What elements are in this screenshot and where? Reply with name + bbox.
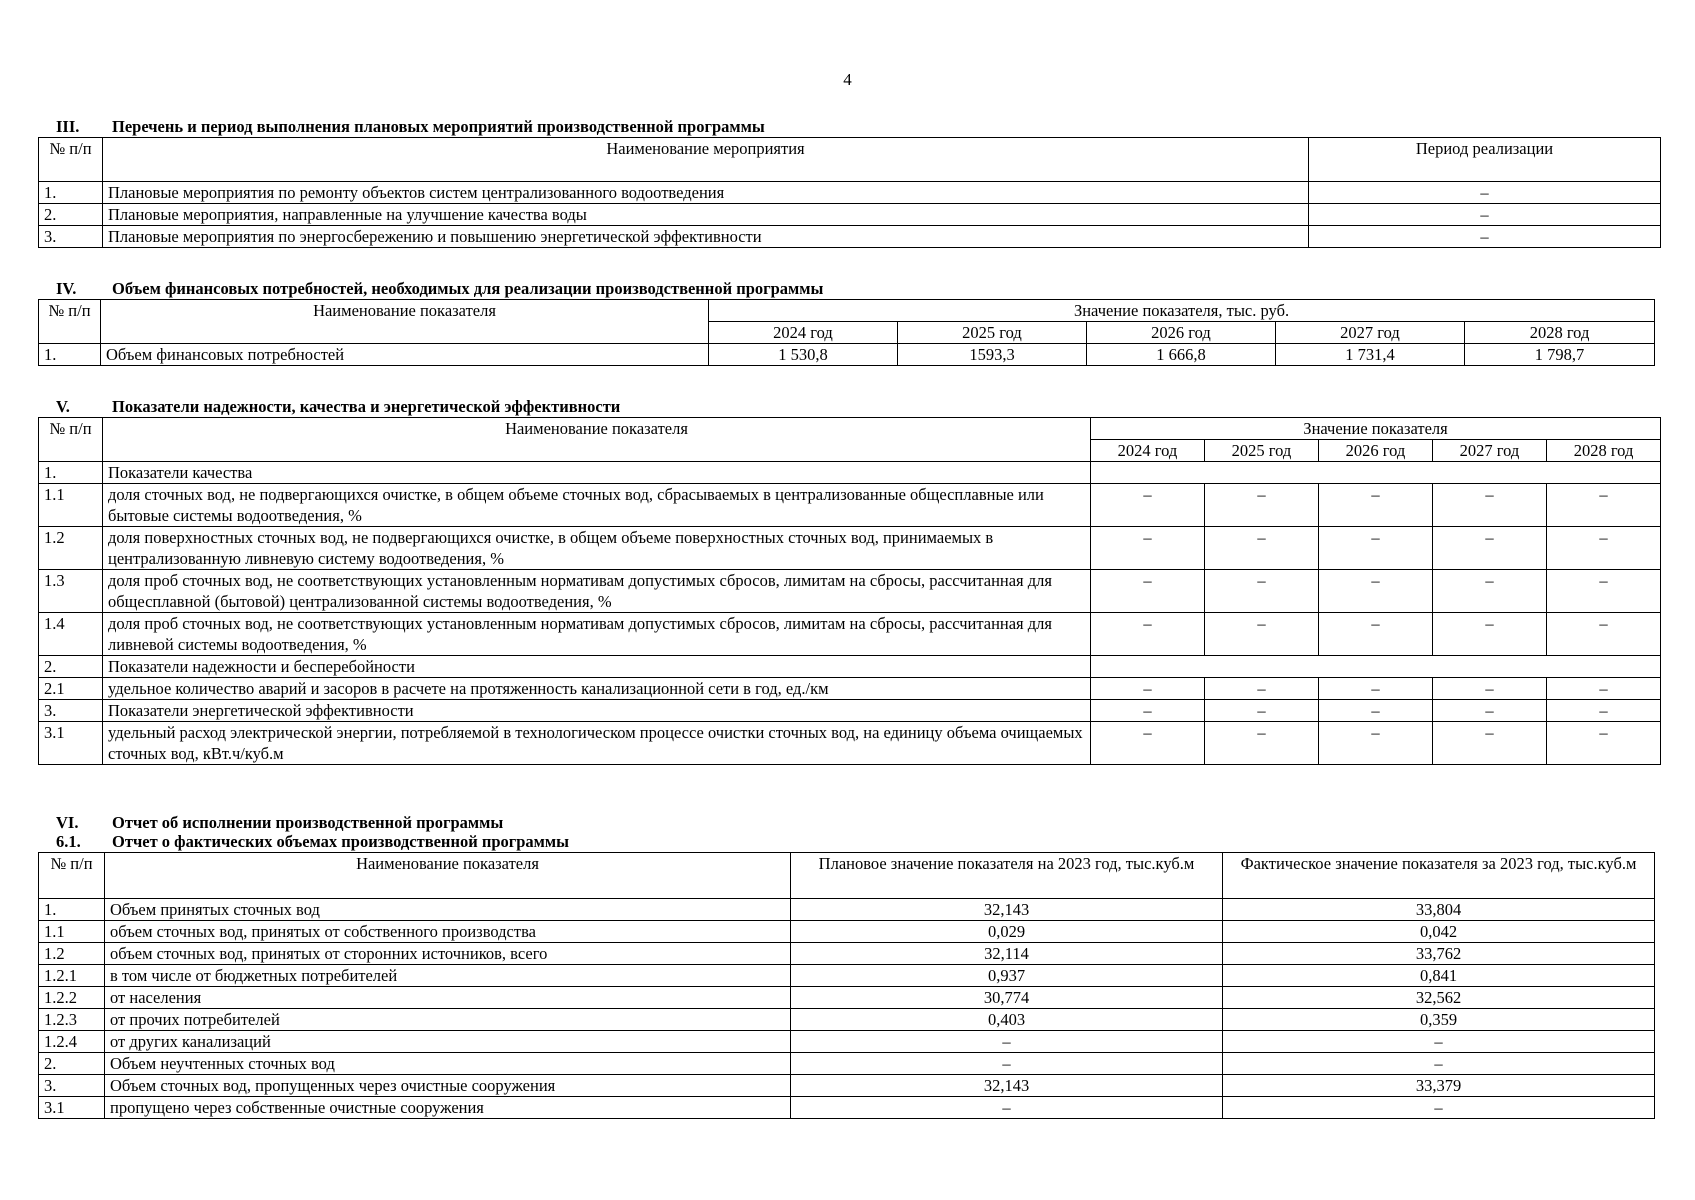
row-value: –	[1547, 527, 1661, 570]
table-row	[39, 613, 1661, 656]
row-number: 1.2.3	[39, 1009, 105, 1031]
row-value: –	[1205, 570, 1319, 613]
row-name: от населения	[105, 987, 791, 1009]
row-plan: –	[791, 1031, 1223, 1053]
table-header-row	[39, 418, 1661, 440]
header-period: Период реализации	[1309, 138, 1661, 182]
row-number: 1.	[39, 462, 103, 484]
plan-measures-table	[38, 137, 1661, 248]
section-3-title-row	[38, 118, 1661, 137]
section-4-number: IV.	[56, 279, 77, 298]
row-value: –	[1091, 570, 1205, 613]
header-name: Наименование показателя	[105, 853, 791, 899]
row-period: –	[1309, 226, 1661, 248]
header-plan: Плановое значение показателя на 2023 год, тыс.куб.м	[791, 853, 1223, 899]
row-value: –	[1205, 722, 1319, 765]
header-year: 2027 год	[1433, 440, 1547, 462]
section-3-title: Перечень и период выполнения плановых мероприятий производственной программы	[112, 117, 765, 136]
row-value: –	[1547, 678, 1661, 700]
header-year: 2024 год	[1091, 440, 1205, 462]
row-fact: –	[1223, 1031, 1655, 1053]
row-name: удельный расход электрической энергии, потребляемой в технологическом процессе очистки сточных вод, на единицу объема очищаемых сточных вод, кВт.ч/куб.м	[103, 722, 1091, 765]
header-year: 2028 год	[1547, 440, 1661, 462]
row-number: 1.	[39, 344, 101, 366]
table-row	[39, 1031, 1655, 1053]
row-value: –	[1205, 700, 1319, 722]
header-year: 2025 год	[1205, 440, 1319, 462]
row-number: 1.3	[39, 570, 103, 613]
table-header-row	[39, 300, 1655, 322]
header-no: № п/п	[39, 300, 101, 344]
section-5	[38, 398, 1661, 765]
header-year: 2026 год	[1319, 440, 1433, 462]
row-name: объем сточных вод, принятых от сторонних источников, всего	[105, 943, 791, 965]
table-row	[39, 527, 1661, 570]
header-year: 2024 год	[709, 322, 898, 344]
row-number: 1.1	[39, 484, 103, 527]
table-row	[39, 899, 1655, 921]
row-name: доля поверхностных сточных вод, не подвергающихся очистке, в общем объеме поверхностных сточных вод, принимаемых в централизованную ливневую систему водоотведения, %	[103, 527, 1091, 570]
header-year: 2025 год	[898, 322, 1087, 344]
section-4-title: Объем финансовых потребностей, необходимых для реализации производственной программы	[112, 279, 824, 298]
row-name: в том числе от бюджетных потребителей	[105, 965, 791, 987]
row-name: Объем финансовых потребностей	[101, 344, 709, 366]
header-no: № п/п	[39, 138, 103, 182]
row-name: Показатели энергетической эффективности	[103, 700, 1091, 722]
row-value: –	[1205, 678, 1319, 700]
row-number: 3.1	[39, 722, 103, 765]
row-value: –	[1091, 722, 1205, 765]
section-5-number: V.	[56, 397, 70, 416]
row-fact: 33,762	[1223, 943, 1655, 965]
table-row	[39, 1053, 1655, 1075]
row-value: 1 731,4	[1276, 344, 1465, 366]
row-number: 1.2.2	[39, 987, 105, 1009]
table-row	[39, 987, 1655, 1009]
row-fact: –	[1223, 1053, 1655, 1075]
row-plan: 32,143	[791, 899, 1223, 921]
row-value: –	[1091, 678, 1205, 700]
row-value: –	[1433, 613, 1547, 656]
table-row	[39, 1075, 1655, 1097]
row-value: –	[1319, 678, 1433, 700]
header-year: 2026 год	[1087, 322, 1276, 344]
row-value: –	[1547, 613, 1661, 656]
row-number: 1.	[39, 182, 103, 204]
section-3	[38, 118, 1661, 248]
row-plan: –	[791, 1097, 1223, 1119]
row-fact: 33,804	[1223, 899, 1655, 921]
row-name: Плановые мероприятия по энергосбережению и повышению энергетической эффективности	[103, 226, 1309, 248]
row-number: 3.	[39, 700, 103, 722]
row-fact: –	[1223, 1097, 1655, 1119]
row-name: доля проб сточных вод, не соответствующих установленным нормативам допустимых сбросов, лимитам на сбросы, рассчитанная для ливневой системы водоотведения, %	[103, 613, 1091, 656]
table-row	[39, 204, 1661, 226]
row-period: –	[1309, 204, 1661, 226]
finance-table	[38, 299, 1655, 366]
row-name: от других канализаций	[105, 1031, 791, 1053]
row-number: 2.	[39, 1053, 105, 1075]
row-plan: –	[791, 1053, 1223, 1075]
header-year: 2028 год	[1465, 322, 1655, 344]
row-number: 1.2.4	[39, 1031, 105, 1053]
row-number: 1.4	[39, 613, 103, 656]
row-value: –	[1433, 527, 1547, 570]
row-value: –	[1433, 570, 1547, 613]
row-plan: 0,029	[791, 921, 1223, 943]
row-value: 1 666,8	[1087, 344, 1276, 366]
row-group-values	[1091, 462, 1661, 484]
row-number: 3.	[39, 1075, 105, 1097]
row-number: 2.1	[39, 678, 103, 700]
header-fact: Фактическое значение показателя за 2023 год, тыс.куб.м	[1223, 853, 1655, 899]
table-header-row	[39, 853, 1655, 899]
section-6-1-title-row	[38, 833, 1655, 852]
section-6-1-number: 6.1.	[56, 832, 81, 851]
row-value: –	[1319, 700, 1433, 722]
header-year: 2027 год	[1276, 322, 1465, 344]
table-row	[39, 921, 1655, 943]
row-value: –	[1547, 484, 1661, 527]
table-row	[39, 344, 1655, 366]
row-name: доля сточных вод, не подвергающихся очистке, в общем объеме сточных вод, сбрасываемых в централизованные общесплавные или бытовые системы водоотведения, %	[103, 484, 1091, 527]
table-row	[39, 656, 1661, 678]
indicators-table	[38, 417, 1661, 765]
row-number: 1.	[39, 899, 105, 921]
row-value: 1 530,8	[709, 344, 898, 366]
row-number: 2.	[39, 204, 103, 226]
row-number: 3.1	[39, 1097, 105, 1119]
row-value: –	[1319, 613, 1433, 656]
row-name: Плановые мероприятия, направленные на улучшение качества воды	[103, 204, 1309, 226]
section-3-number: III.	[56, 117, 80, 136]
row-fact: 0,042	[1223, 921, 1655, 943]
header-no: № п/п	[39, 418, 103, 462]
row-period: –	[1309, 182, 1661, 204]
row-name: Показатели надежности и бесперебойности	[103, 656, 1091, 678]
row-plan: 32,114	[791, 943, 1223, 965]
row-number: 1.1	[39, 921, 105, 943]
row-name: удельное количество аварий и засоров в расчете на протяженность канализационной сети в год, ед./км	[103, 678, 1091, 700]
row-name: Плановые мероприятия по ремонту объектов систем централизованного водоотведения	[103, 182, 1309, 204]
table-row	[39, 570, 1661, 613]
row-value: –	[1433, 700, 1547, 722]
row-value: –	[1319, 722, 1433, 765]
row-value: –	[1091, 613, 1205, 656]
table-row	[39, 462, 1661, 484]
row-number: 1.2	[39, 943, 105, 965]
table-row	[39, 1009, 1655, 1031]
row-value: –	[1091, 484, 1205, 527]
row-name: объем сточных вод, принятых от собственного производства	[105, 921, 791, 943]
section-4-title-row	[38, 280, 1655, 299]
row-number: 3.	[39, 226, 103, 248]
row-value: –	[1091, 700, 1205, 722]
table-header-row	[39, 138, 1661, 182]
row-plan: 32,143	[791, 1075, 1223, 1097]
section-6-title-row	[38, 814, 1655, 833]
row-plan: 0,403	[791, 1009, 1223, 1031]
table-row	[39, 722, 1661, 765]
row-name: от прочих потребителей	[105, 1009, 791, 1031]
row-value: –	[1433, 722, 1547, 765]
row-value: –	[1547, 722, 1661, 765]
row-name: Объем принятых сточных вод	[105, 899, 791, 921]
table-row	[39, 226, 1661, 248]
header-name: Наименование показателя	[103, 418, 1091, 462]
section-4	[38, 280, 1655, 366]
row-number: 2.	[39, 656, 103, 678]
actual-volumes-table	[38, 852, 1655, 1119]
row-number: 1.2	[39, 527, 103, 570]
header-value: Значение показателя, тыс. руб.	[709, 300, 1655, 322]
row-value: –	[1205, 484, 1319, 527]
row-plan: 0,937	[791, 965, 1223, 987]
section-6-title: Отчет об исполнении производственной программы	[112, 813, 504, 832]
row-plan: 30,774	[791, 987, 1223, 1009]
section-6	[38, 814, 1655, 1119]
table-row	[39, 678, 1661, 700]
section-5-title: Показатели надежности, качества и энергетической эффективности	[112, 397, 621, 416]
table-row	[39, 484, 1661, 527]
header-value: Значение показателя	[1091, 418, 1661, 440]
section-5-title-row	[38, 398, 1661, 417]
row-fact: 32,562	[1223, 987, 1655, 1009]
header-name: Наименование показателя	[101, 300, 709, 344]
section-6-1-title: Отчет о фактических объемах производственной программы	[112, 832, 570, 851]
row-fact: 33,379	[1223, 1075, 1655, 1097]
header-name: Наименование мероприятия	[103, 138, 1309, 182]
row-name: пропущено через собственные очистные сооружения	[105, 1097, 791, 1119]
table-row	[39, 700, 1661, 722]
row-fact: 0,841	[1223, 965, 1655, 987]
row-value: –	[1433, 484, 1547, 527]
page-number: 4	[843, 70, 852, 89]
row-value: –	[1205, 613, 1319, 656]
row-value: –	[1319, 570, 1433, 613]
table-row	[39, 965, 1655, 987]
row-name: Объем неучтенных сточных вод	[105, 1053, 791, 1075]
row-value: –	[1091, 527, 1205, 570]
row-value: –	[1205, 527, 1319, 570]
row-fact: 0,359	[1223, 1009, 1655, 1031]
row-name: Объем сточных вод, пропущенных через очистные сооружения	[105, 1075, 791, 1097]
row-value: –	[1547, 700, 1661, 722]
row-number: 1.2.1	[39, 965, 105, 987]
row-value: –	[1319, 527, 1433, 570]
row-value: –	[1547, 570, 1661, 613]
row-name: Показатели качества	[103, 462, 1091, 484]
row-value: 1 798,7	[1465, 344, 1655, 366]
header-no: № п/п	[39, 853, 105, 899]
row-value: –	[1319, 484, 1433, 527]
table-row	[39, 1097, 1655, 1119]
row-value: –	[1433, 678, 1547, 700]
row-group-values	[1091, 656, 1661, 678]
table-row	[39, 182, 1661, 204]
section-6-number: VI.	[56, 813, 79, 832]
row-value: 1593,3	[898, 344, 1087, 366]
row-name: доля проб сточных вод, не соответствующих установленным нормативам допустимых сбросов, лимитам на сбросы, рассчитанная для общесплавной (бытовой) централизованной системы водоотведения, %	[103, 570, 1091, 613]
table-row	[39, 943, 1655, 965]
